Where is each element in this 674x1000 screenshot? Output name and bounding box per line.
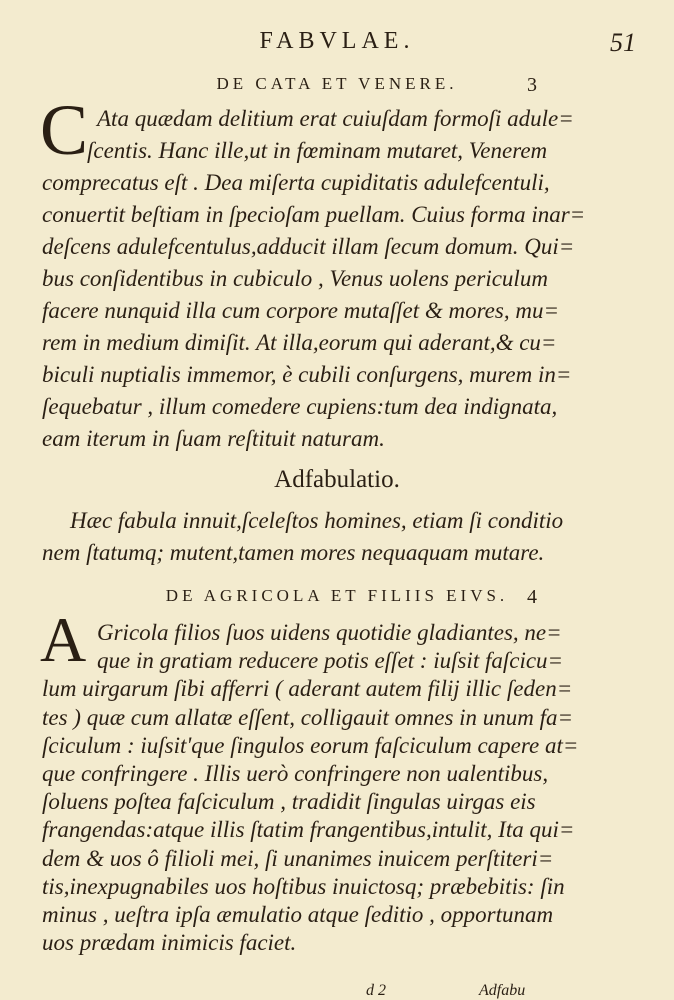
fable-4-line-8: frangendas:atque illis ſtatim frangentibus,intulit, Ita qui= [42, 817, 575, 843]
fable-3-number: 3 [527, 74, 537, 96]
fable-3-line-7: facere nunquid illa cum corpore mutaſſet & mores, mu= [42, 298, 559, 323]
moral-heading: Adfabulatio. [274, 466, 400, 493]
fable-3-line-9: biculi nuptialis immemor, è cubili conſurgens, murem in= [42, 362, 572, 387]
fable-4-line-2: que in gratiam reducere potis eſſet : iuſsit faſcicu= [97, 648, 564, 674]
fable-4-line-6: que confringere . Illis uerò confringere non ualentibus, [42, 761, 549, 786]
fable-3-line-3: comprecatus eſt . Dea miſerta cupiditatis adulefcentuli, [42, 170, 550, 195]
dropcap-a: A [40, 604, 87, 675]
fable-4-line-11: minus , ueſtra ipſa æmulatio atque ſeditio , opportunam [42, 902, 554, 927]
running-head: FABVLAE. [259, 28, 415, 54]
signature-mark: d 2 [366, 982, 386, 999]
fable-3-line-11: eam iterum in ſuam reſtituit naturam. [42, 426, 385, 451]
fable-4-line-4: tes ) quæ cum allatæ eſſent, colligauit omnes in unum fa= [42, 704, 574, 730]
fable-4-line-3: lum uirgarum ſibi afferri ( aderant autem filij illic ſeden= [42, 676, 573, 702]
moral-line-2: nem ſtatumq; mutent,tamen mores nequaquam mutare. [42, 540, 545, 565]
dropcap-c: C [40, 90, 89, 170]
fable-3-line-10: ſequebatur , illum comedere cupiens:tum dea indignata, [42, 394, 558, 419]
folio-number: 51 [610, 28, 636, 57]
fable-4-number: 4 [527, 586, 537, 608]
fable-4-line-12: uos prædam inimicis faciet. [42, 930, 297, 956]
fable-4-line-10: tis,inexpugnabiles uos hoſtibus inuictosq; præbebitis: ſin [42, 873, 565, 899]
fable-3-heading: DE CATA ET VENERE. [216, 74, 458, 93]
fable-3-line-2: ſcentis. Hanc ille,ut in fœminam mutaret, Venerem [87, 138, 548, 163]
fable-4-line-7: ſoluens poſtea faſciculum , tradidit ſingulas uirgas eis [42, 789, 536, 815]
fable-3-line-8: rem in medium dimiſit. At illa,eorum qui aderant,& cu= [42, 330, 557, 355]
catchword: Adfabu [479, 982, 526, 999]
fable-4-line-1: Gricola filios ſuos uidens quotidie gladiantes, ne= [97, 620, 562, 645]
moral-line-1: Hæc fabula innuit,ſceleſtos homines, etiam ſi conditio [70, 508, 564, 533]
fable-4-line-5: ſciculum : iuſsit'que ſingulos eorum faſciculum capere at= [42, 732, 579, 758]
fable-3-line-5: deſcens adulefcentulus,adducit illam ſecum domum. Qui= [42, 234, 575, 259]
fable-4-heading: DE AGRICOLA ET FILIIS EIVS. [165, 586, 509, 605]
fable-4-line-9: dem & uos ô filioli mei, ſi unanimes inuicem perſtiteri= [42, 845, 554, 871]
fable-3-line-4: conuertit beſtiam in ſpecioſam puellam. Cuius forma inar= [42, 202, 586, 227]
fable-3-line-1: Ata quædam delitium erat cuiuſdam formoſi adule= [97, 106, 574, 131]
fable-3-line-6: bus conſidentibus in cubiculo , Venus uolens periculum [42, 266, 548, 291]
